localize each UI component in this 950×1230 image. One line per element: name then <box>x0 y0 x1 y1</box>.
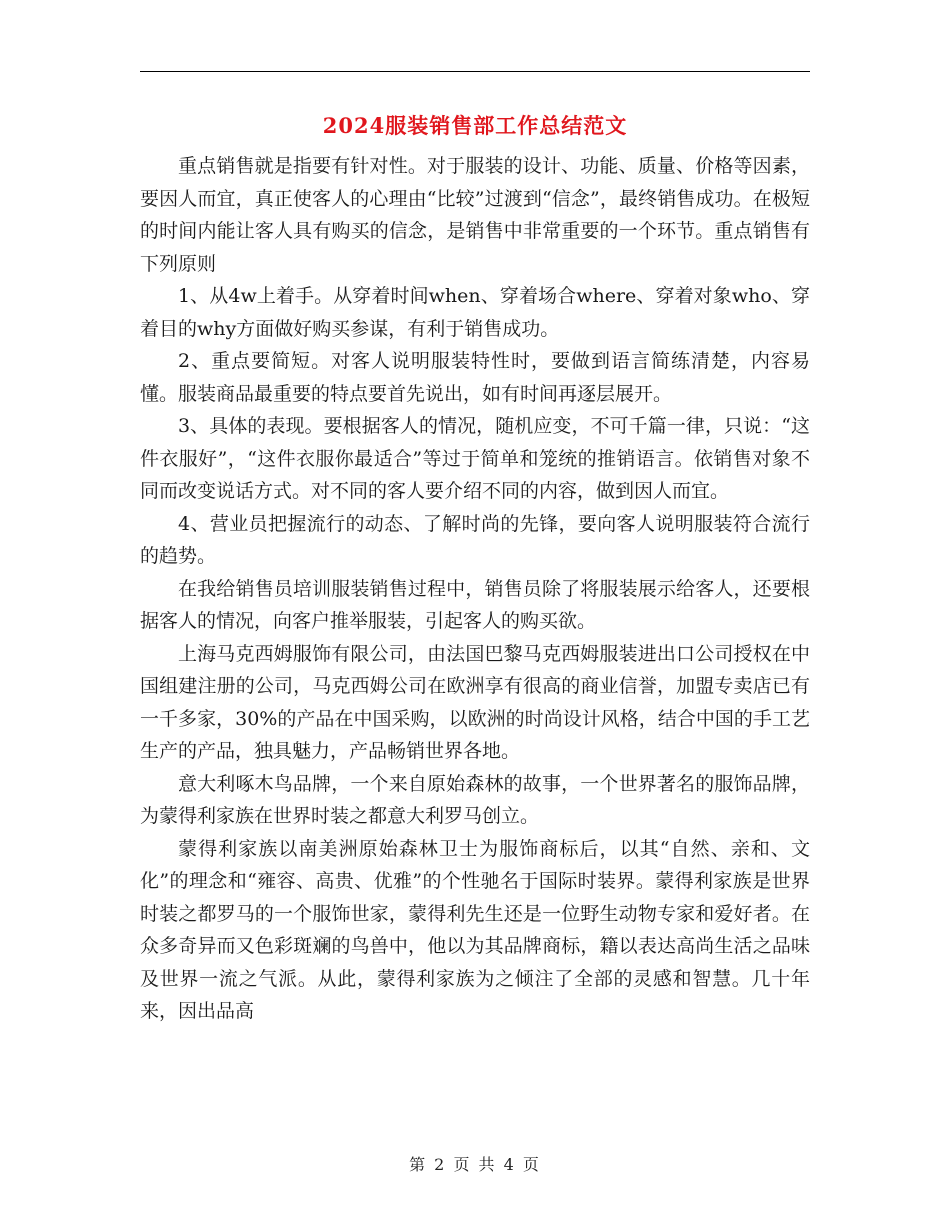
paragraph: 意大利啄木鸟品牌，一个来自原始森林的故事，一个世界著名的服饰品牌，为蒙得利家族在世界时装之都意大利罗马创立。 <box>140 772 810 827</box>
paragraph: 4、营业员把握流行的动态、了解时尚的先锋，要向客人说明服装符合流行的趋势。 <box>140 512 810 567</box>
paragraph: 3、具体的表现。要根据客人的情况，随机应变，不可千篇一律，只说：“这件衣服好”，“这件衣服你最适合”等过于简单和笼统的推销语言。依销售对象不同而改变说话方式。对不同的客人要介绍不同的内容，做到因人而宜。 <box>140 415 810 502</box>
paragraph: 上海马克西姆服饰有限公司，由法国巴黎马克西姆服装进出口公司授权在中国组建注册的公司，马克西姆公司在欧洲享有很高的商业信誉，加盟专卖店已有一千多家，30%的产品在中国采购，以欧洲的时尚设计风格，结合中国的手工艺生产的产品，独具魅力，产品畅销世界各地。 <box>140 642 810 762</box>
paragraph: 蒙得利家族以南美洲原始森林卫士为服饰商标后，以其“自然、亲和、文化”的理念和“雍容、高贵、优雅”的个性驰名于国际时装界。蒙得利家族是世界时装之都罗马的一个服饰世家，蒙得利先生还是一位野生动物专家和爱好者。在众多奇异而又色彩斑斓的鸟兽中，他以为其品牌商标，籍以表达高尚生活之品味及世界一流之气派。从此，蒙得利家族为之倾注了全部的灵感和智慧。几十年来，因出品高 <box>140 837 810 1022</box>
paragraph: 在我给销售员培训服装销售过程中，销售员除了将服装展示给客人，还要根据客人的情况，向客户推举服装，引起客人的购买欲。 <box>140 577 810 632</box>
page-number-footer: 第 2 页 共 4 页 <box>409 1155 541 1174</box>
document-title: 2024服装销售部工作总结范文 <box>322 113 628 138</box>
paragraph: 1、从4w上着手。从穿着时间when、穿着场合where、穿着对象who、穿着目的why方面做好购买参谋，有利于销售成功。 <box>140 285 810 340</box>
document-body <box>140 150 810 1028</box>
header-rule <box>140 71 810 72</box>
paragraph: 2、重点要简短。对客人说明服装特性时，要做到语言简练清楚，内容易懂。服装商品最重要的特点要首先说出，如有时间再逐层展开。 <box>140 350 810 405</box>
paragraph: 重点销售就是指要有针对性。对于服装的设计、功能、质量、价格等因素，要因人而宜，真正使客人的心理由“比较”过渡到“信念”，最终销售成功。在极短的时间内能让客人具有购买的信念，是销售中非常重要的一个环节。重点销售有下列原则 <box>140 155 810 275</box>
